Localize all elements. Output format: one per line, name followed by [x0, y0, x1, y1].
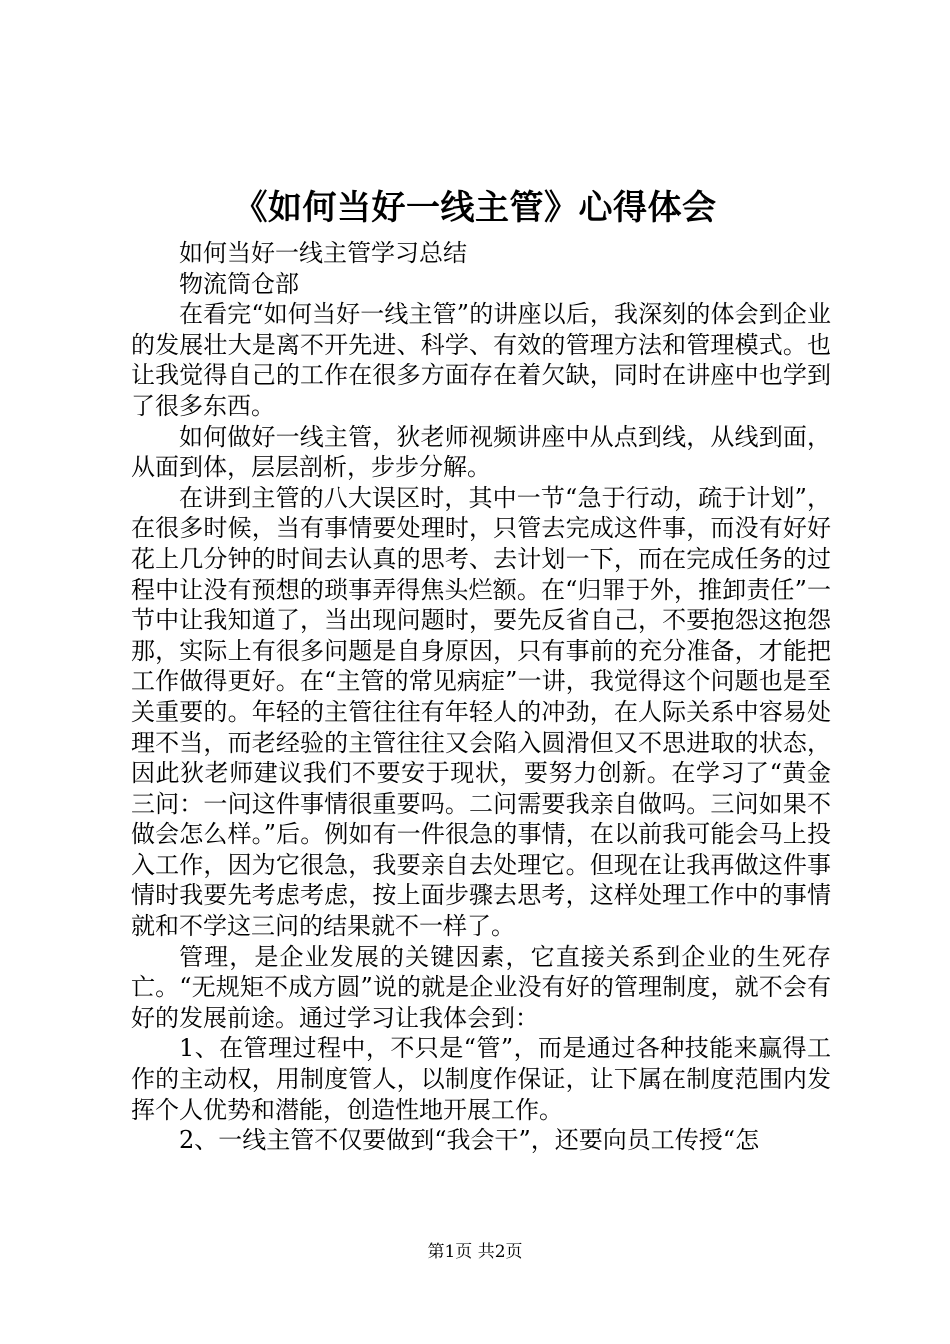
paragraph-4: 管理，是企业发展的关键因素，它直接关系到企业的生死存亡。“无规矩不成方圆”说的就是企业没有好的管理制度，就不会有好的发展前途。通过学习让我体会到：	[131, 942, 831, 1032]
paragraph-2: 如何做好一线主管，狄老师视频讲座中从点到线，从线到面，从面到体，层层剖析，步步分解。	[131, 422, 831, 482]
paragraph-6: 2、一线主管不仅要做到“我会干”，还要向员工传授“怎	[179, 1126, 760, 1155]
paragraph-1: 在看完“如何当好一线主管”的讲座以后，我深刻的体会到企业的发展壮大是离不开先进、科学、有效的管理方法和管理模式。也让我觉得自己的工作在很多方面存在着欠缺，同时在讲座中也学到了很多东西。	[131, 300, 831, 420]
paragraph-3: 在讲到主管的八大误区时，其中一节“急于行动，疏于计划”，在很多时候，当有事情要处理时，只管去完成这件事，而没有好好花上几分钟的时间去认真的思考、去计划一下，而在完成任务的过程中让没有预想的琐事弄得焦头烂额。在“归罪于外，推卸责任”一节中让我知道了，当出现问题时，要先反省自己，不要抱怨这抱怨那，实际上有很多问题是自身原因，只有事前的充分准备，才能把工作做得更好。在“主管的常见病症”一讲，我觉得这个问题也是至关重要的。年轻的主管往往有年轻人的冲劲，在人际关系中容易处理不当，而老经验的主管往往又会陷入圆滑但又不思进取的状态，因此狄老师建议我们不要安于现状，要努力创新。在学习了“黄金三问：一问这件事情很重要吗。二问需要我亲自做吗。三问如果不做会怎么样。”后。例如有一件很急的事情，在以前我可能会马上投入工作，因为它很急，我要亲自去处理它。但现在让我再做这件事情时我要先考虑考虑，按上面步骤去思考，这样处理工作中的事情就和不学这三问的结果就不一样了。	[131, 483, 831, 941]
subtitle-line: 如何当好一线主管学习总结	[179, 239, 467, 267]
page-number-footer: 第1页 共2页	[427, 1242, 523, 1262]
document-title: 《如何当好一线主管》心得体会	[233, 188, 717, 228]
paragraph-5: 1、在管理过程中，不只是“管”，而是通过各种技能来赢得工作的主动权，用制度管人，以制度作保证，让下属在制度范围内发挥个人优势和潜能，创造性地开展工作。	[131, 1034, 831, 1124]
department-line: 物流筒仓部	[179, 269, 299, 298]
document-body	[131, 238, 831, 1156]
